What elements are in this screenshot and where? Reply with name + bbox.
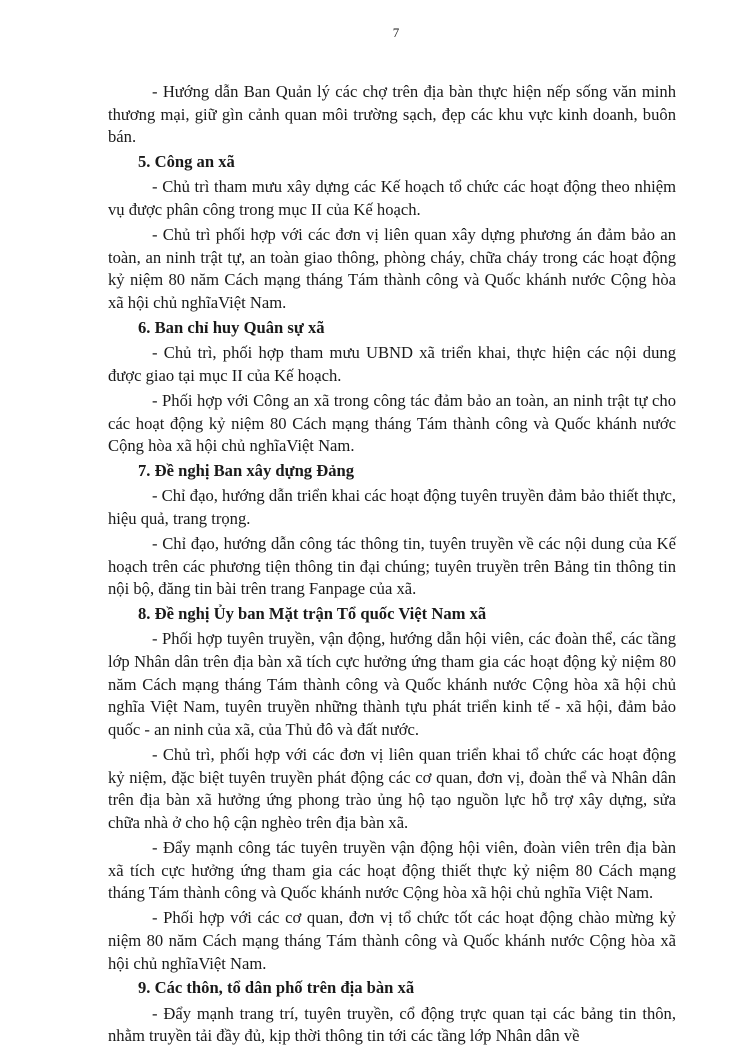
section-heading-7: 7. Đề nghị Ban xây dựng Đảng	[138, 460, 355, 480]
paragraph: - Phối hợp với Công an xã trong công tác đảm bảo an toàn, an ninh trật tự cho các hoạt động kỷ niệm 80 Cách mạng tháng Tám thành công và Quốc khánh nước Cộng hòa xã hội chủ nghĩaViệt Nam.	[108, 390, 676, 456]
section-heading-9: 9. Các thôn, tổ dân phố trên địa bàn xã	[138, 978, 415, 998]
paragraph: - Phối hợp với các cơ quan, đơn vị tổ chức tốt các hoạt động chào mừng kỷ niệm 80 năm Cách mạng tháng Tám thành công và Quốc khánh nước Cộng hòa xã hội chủ nghĩaViệt Nam.	[108, 908, 676, 973]
paragraph: - Chủ trì, phối hợp tham mưu UBND xã triển khai, thực hiện các nội dung được giao tại mục II của Kế hoạch.	[108, 343, 676, 385]
section-heading-8: 8. Đề nghị Ủy ban Mặt trận Tổ quốc Việt Nam xã	[138, 603, 487, 623]
paragraph: - Chủ trì, phối hợp với các đơn vị liên quan triển khai tổ chức các hoạt động kỷ niệm, đặc biệt tuyên truyền phát động các cơ quan, đơn vị, đoàn thể và Nhân dân trên địa bàn xã hưởng ứng phong trào ủng hộ tạo nguồn lực hỗ trợ xây dựng, sửa chữa nhà ở cho hộ cận nghèo trên địa bàn xã.	[108, 745, 676, 832]
page-number: 7	[392, 25, 400, 40]
section-heading-6: 6. Ban chỉ huy Quân sự xã	[138, 317, 325, 337]
paragraph: - Đẩy mạnh trang trí, tuyên truyền, cổ động trực quan tại các bảng tin thôn, nhằm truyền tải đầy đủ, kịp thời thông tin tới các tầng lớp Nhân dân về	[108, 1003, 676, 1046]
paragraph: - Chủ trì tham mưu xây dựng các Kế hoạch tổ chức các hoạt động theo nhiệm vụ được phân công trong mục II của Kế hoạch.	[108, 177, 676, 219]
paragraph: - Chỉ đạo, hướng dẫn triển khai các hoạt động tuyên truyền đảm bảo thiết thực, hiệu quả, trang trọng.	[108, 486, 676, 528]
paragraph: - Hướng dẫn Ban Quản lý các chợ trên địa bàn thực hiện nếp sống văn minh thương mại, giữ gìn cảnh quan môi trường sạch, đẹp các khu vực kinh doanh, buôn bán.	[108, 82, 676, 147]
paragraph: - Chủ trì phối hợp với các đơn vị liên quan xây dựng phương án đảm bảo an toàn, an ninh trật tự, an toàn giao thông, phòng cháy, chữa cháy trong các hoạt động kỷ niệm 80 năm Cách mạng tháng Tám thành công và Quốc khánh nước Cộng hòa xã hội chủ nghĩaViệt Nam.	[108, 225, 676, 312]
section-heading-5: 5. Công an xã	[138, 151, 235, 171]
paragraph: - Chỉ đạo, hướng dẫn công tác thông tin, tuyên truyền về các nội dung của Kế hoạch trên các phương tiện thông tin đại chúng; tuyên truyền trên Bảng tin thông tin nội bộ, đăng tin bài trên trang Fanpage của xã.	[108, 534, 676, 599]
paragraph: - Đẩy mạnh công tác tuyên truyền vận động hội viên, đoàn viên trên địa bàn xã tích cực hưởng ứng tham gia các hoạt động thiết thực kỷ niệm 80 Cách mạng tháng Tám thành công và Quốc khánh nước Cộng hòa xã hội chủ nghĩa Việt Nam.	[108, 837, 676, 903]
paragraph: - Phối hợp tuyên truyền, vận động, hướng dẫn hội viên, các đoàn thể, các tầng lớp Nhân dân trên địa bàn xã tích cực hưởng ứng tham gia các hoạt động kỷ niệm 80 năm Cách mạng tháng Tám thành công và Quốc khánh nước Cộng hòa xã hội chủ nghĩa Việt Nam, tuyên truyền những thành tựu phát triển kinh tế - xã hội, đảm bảo quốc - an ninh của xã, của Thủ đô và đất nước.	[108, 629, 676, 739]
